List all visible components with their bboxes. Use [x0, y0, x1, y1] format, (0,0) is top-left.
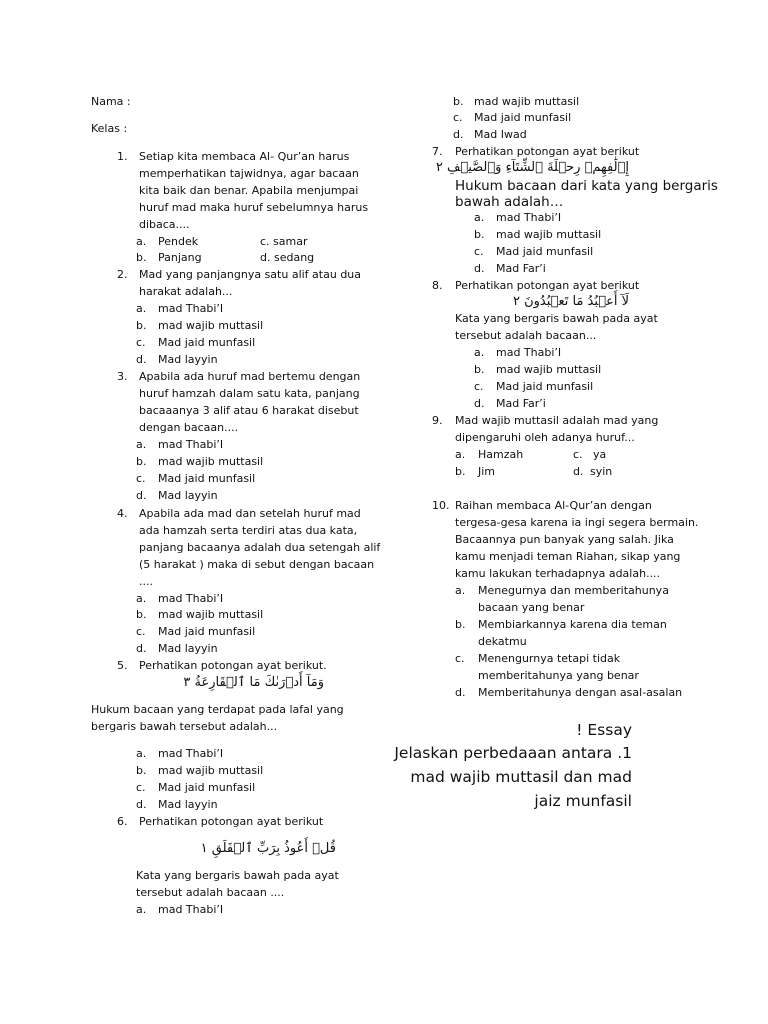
option-text: Memberitahunya dengan asal-asalan: [478, 686, 683, 699]
option-text: mad Thabi’I: [496, 346, 562, 359]
q7-line: Perhatikan potongan ayat berikut: [455, 145, 640, 158]
q2-line: Mad yang panjangnya satu alif atau dua: [139, 268, 362, 281]
q5-line: Perhatikan potongan ayat berikut.: [139, 659, 327, 672]
option-text: Mad layyin: [158, 798, 218, 811]
option-text: mad Thabi’I: [158, 903, 224, 916]
option-text: bacaan yang benar: [478, 601, 585, 614]
essay-line: jaiz munfasil: [534, 792, 632, 810]
q8-text: tersebut adalah bacaan...: [455, 329, 597, 342]
option-letter: a.: [455, 584, 466, 597]
q5-number: 5.: [117, 659, 128, 672]
q4-line: ada hamzah serta terdiri atas dua kata,: [139, 524, 358, 537]
option-letter: d.: [453, 128, 464, 141]
q4-number: 4.: [117, 507, 128, 520]
option-text: Mad layyin: [158, 353, 218, 366]
option-letter: c.: [136, 472, 146, 485]
option-letter: d.: [136, 642, 147, 655]
option-text: Mad jaid munfasil: [474, 111, 572, 124]
option-text: mad Thabi’I: [158, 438, 224, 451]
option-text: Mad jaid munfasil: [496, 380, 594, 393]
option-letter: a.: [136, 903, 147, 916]
q8-text: Kata yang bergaris bawah pada ayat: [455, 312, 658, 325]
option-letter: b.: [136, 764, 147, 777]
option-text: Mad jaid munfasil: [158, 336, 256, 349]
q7-ayah: إِۦلَٰفِهِمۡ رِحۡلَةَ ٱلشِّتَآءِ وَٱلصَّيۡفِ ٢: [435, 160, 629, 175]
option-text: ya: [593, 448, 607, 461]
option-letter: c.: [455, 652, 465, 665]
option-text: Menengurnya tetapi tidak: [478, 652, 621, 665]
q10-line: Raihan membaca Al-Qur’an dengan: [455, 499, 652, 512]
q3-line: dengan bacaan....: [139, 421, 239, 434]
option-text: mad wajib muttasil: [496, 363, 602, 376]
essay-line: Jelaskan perbedaaan antara .1: [394, 744, 632, 762]
q1-line: huruf mad maka huruf sebelumnya harus: [139, 201, 369, 214]
option-letter: b.: [136, 319, 147, 332]
option-letter: d.: [474, 262, 485, 275]
option-text: Mad Iwad: [474, 128, 527, 141]
name-label: Nama :: [91, 95, 131, 108]
option-text: Jim: [478, 465, 496, 478]
q5-ayah: وَمَآ أَدۡرَىٰكَ مَا ٱلۡقَارِعَةُ ٣: [183, 675, 324, 690]
option-text: Mad layyin: [158, 489, 218, 502]
option-letter: c.: [474, 380, 484, 393]
q6-ayah: قُلۡ أَعُوذُ بِرَبِّ ٱلۡفَلَقِ ١: [200, 841, 336, 856]
option-text: Menegurnya dan memberitahunya: [478, 584, 669, 597]
option-text: Mad jaid munfasil: [158, 781, 256, 794]
option-letter: c.: [573, 448, 583, 461]
option-text: Membiarkannya karena dia teman: [478, 618, 667, 631]
option-letter: d.: [474, 397, 485, 410]
q6-line: Perhatikan potongan ayat berikut: [139, 815, 324, 828]
option-letter: a.: [474, 211, 485, 224]
option-letter: a.: [136, 592, 147, 605]
option-text: c. samar: [260, 235, 308, 248]
q6-number: 6.: [117, 815, 128, 828]
option-letter: a.: [136, 235, 147, 248]
q1-line: kita baik dan benar. Apabila menjumpai: [139, 184, 359, 197]
option-text: dekatmu: [478, 635, 527, 648]
option-letter: a.: [136, 438, 147, 451]
q3-line: huruf hamzah dalam satu kata, panjang: [139, 387, 360, 400]
option-text: Pendek: [158, 235, 199, 248]
option-letter: c.: [136, 625, 146, 638]
q10-line: kamu lakukan terhadapnya adalah....: [455, 567, 661, 580]
q6-text: Kata yang bergaris bawah pada ayat: [136, 869, 339, 882]
option-text: mad wajib muttasil: [158, 455, 264, 468]
option-letter: d.: [136, 798, 147, 811]
q9-line: dipengaruhi oleh adanya huruf...: [455, 431, 635, 444]
option-letter: a.: [455, 448, 466, 461]
option-letter: b.: [453, 95, 464, 108]
option-letter: c.: [474, 245, 484, 258]
option-text: syin: [590, 465, 613, 478]
option-letter: b.: [455, 618, 466, 631]
option-letter: a.: [474, 346, 485, 359]
option-text: memberitahunya yang benar: [478, 669, 639, 682]
class-label: Kelas :: [91, 122, 128, 135]
q7-number: 7.: [432, 145, 443, 158]
option-text: mad wajib muttasil: [158, 319, 264, 332]
q10-line: kamu menjadi teman Riahan, sikap yang: [455, 550, 681, 563]
q8-ayah: لَآ أَعۡبُدُ مَا تَعۡبُدُونَ ٢: [512, 294, 629, 309]
option-text: Mad jaid munfasil: [158, 625, 256, 638]
option-text: mad wajib muttasil: [158, 764, 264, 777]
option-text: mad wajib muttasil: [158, 608, 264, 621]
option-text: mad wajib muttasil: [474, 95, 580, 108]
option-letter: b.: [474, 228, 485, 241]
option-letter: a.: [136, 302, 147, 315]
q1-line: Setiap kita membaca Al- Qur’an harus: [139, 150, 350, 163]
option-letter: c.: [136, 781, 146, 794]
essay-title: ! Essay: [576, 721, 632, 739]
q4-line: ....: [139, 575, 153, 588]
q7-text: Hukum bacaan dari kata yang bergaris: [455, 178, 718, 194]
option-letter: b.: [136, 251, 147, 264]
option-text: Panjang: [158, 251, 202, 264]
option-text: Mad Far’i: [496, 397, 546, 410]
option-text: Mad layyin: [158, 642, 218, 655]
option-letter: b.: [136, 608, 147, 621]
q6-text: tersebut adalah bacaan ....: [136, 886, 285, 899]
option-letter: b.: [455, 465, 466, 478]
option-letter: d.: [136, 489, 147, 502]
q9-line: Mad wajib muttasil adalah mad yang: [455, 414, 659, 427]
option-text: Mad Far’i: [496, 262, 546, 275]
q8-line: Perhatikan potongan ayat berikut: [455, 279, 640, 292]
essay-line: mad wajib muttasil dan mad: [410, 768, 632, 786]
q2-number: 2.: [117, 268, 128, 281]
q8-number: 8.: [432, 279, 443, 292]
option-letter: d.: [573, 465, 584, 478]
q4-line: panjang bacaanya adalah dua setengah alif: [139, 541, 381, 554]
option-letter: b.: [136, 455, 147, 468]
q7-text: bawah adalah…: [455, 194, 564, 210]
q1-number: 1.: [117, 150, 128, 163]
q3-line: Apabila ada huruf mad bertemu dengan: [139, 370, 361, 383]
option-letter: c.: [453, 111, 463, 124]
q10-number: 10.: [432, 499, 450, 512]
option-text: Hamzah: [478, 448, 524, 461]
q5-text: Hukum bacaan yang terdapat pada lafal yang: [91, 703, 344, 716]
q10-line: Bacaannya pun banyak yang salah. Jika: [455, 533, 674, 546]
option-text: Mad jaid munfasil: [496, 245, 594, 258]
option-text: mad Thabi’I: [158, 747, 224, 760]
q1-line: memperhatikan tajwidnya, agar bacaan: [139, 167, 359, 180]
q4-line: (5 harakat ) maka di sebut dengan bacaan: [139, 558, 375, 571]
q5-text: bergaris bawah tersebut adalah...: [91, 720, 278, 733]
option-letter: a.: [136, 747, 147, 760]
q3-line: bacaaanya 3 alif atau 6 harakat disebut: [139, 404, 359, 417]
q3-number: 3.: [117, 370, 128, 383]
q2-line: harakat adalah...: [139, 285, 233, 298]
option-text: mad wajib muttasil: [496, 228, 602, 241]
option-letter: d.: [455, 686, 466, 699]
option-text: mad Thabi’I: [158, 302, 224, 315]
q1-line: dibaca....: [139, 218, 190, 231]
option-letter: d.: [136, 353, 147, 366]
option-text: Mad jaid munfasil: [158, 472, 256, 485]
option-text: mad Thabi’I: [158, 592, 224, 605]
option-text: d. sedang: [260, 251, 315, 264]
q9-number: 9.: [432, 414, 443, 427]
q10-line: tergesa-gesa karena ia ingi segera bermain.: [455, 516, 699, 529]
option-text: mad Thabi’I: [496, 211, 562, 224]
option-letter: b.: [474, 363, 485, 376]
option-letter: c.: [136, 336, 146, 349]
q4-line: Apabila ada mad dan setelah huruf mad: [139, 507, 361, 520]
